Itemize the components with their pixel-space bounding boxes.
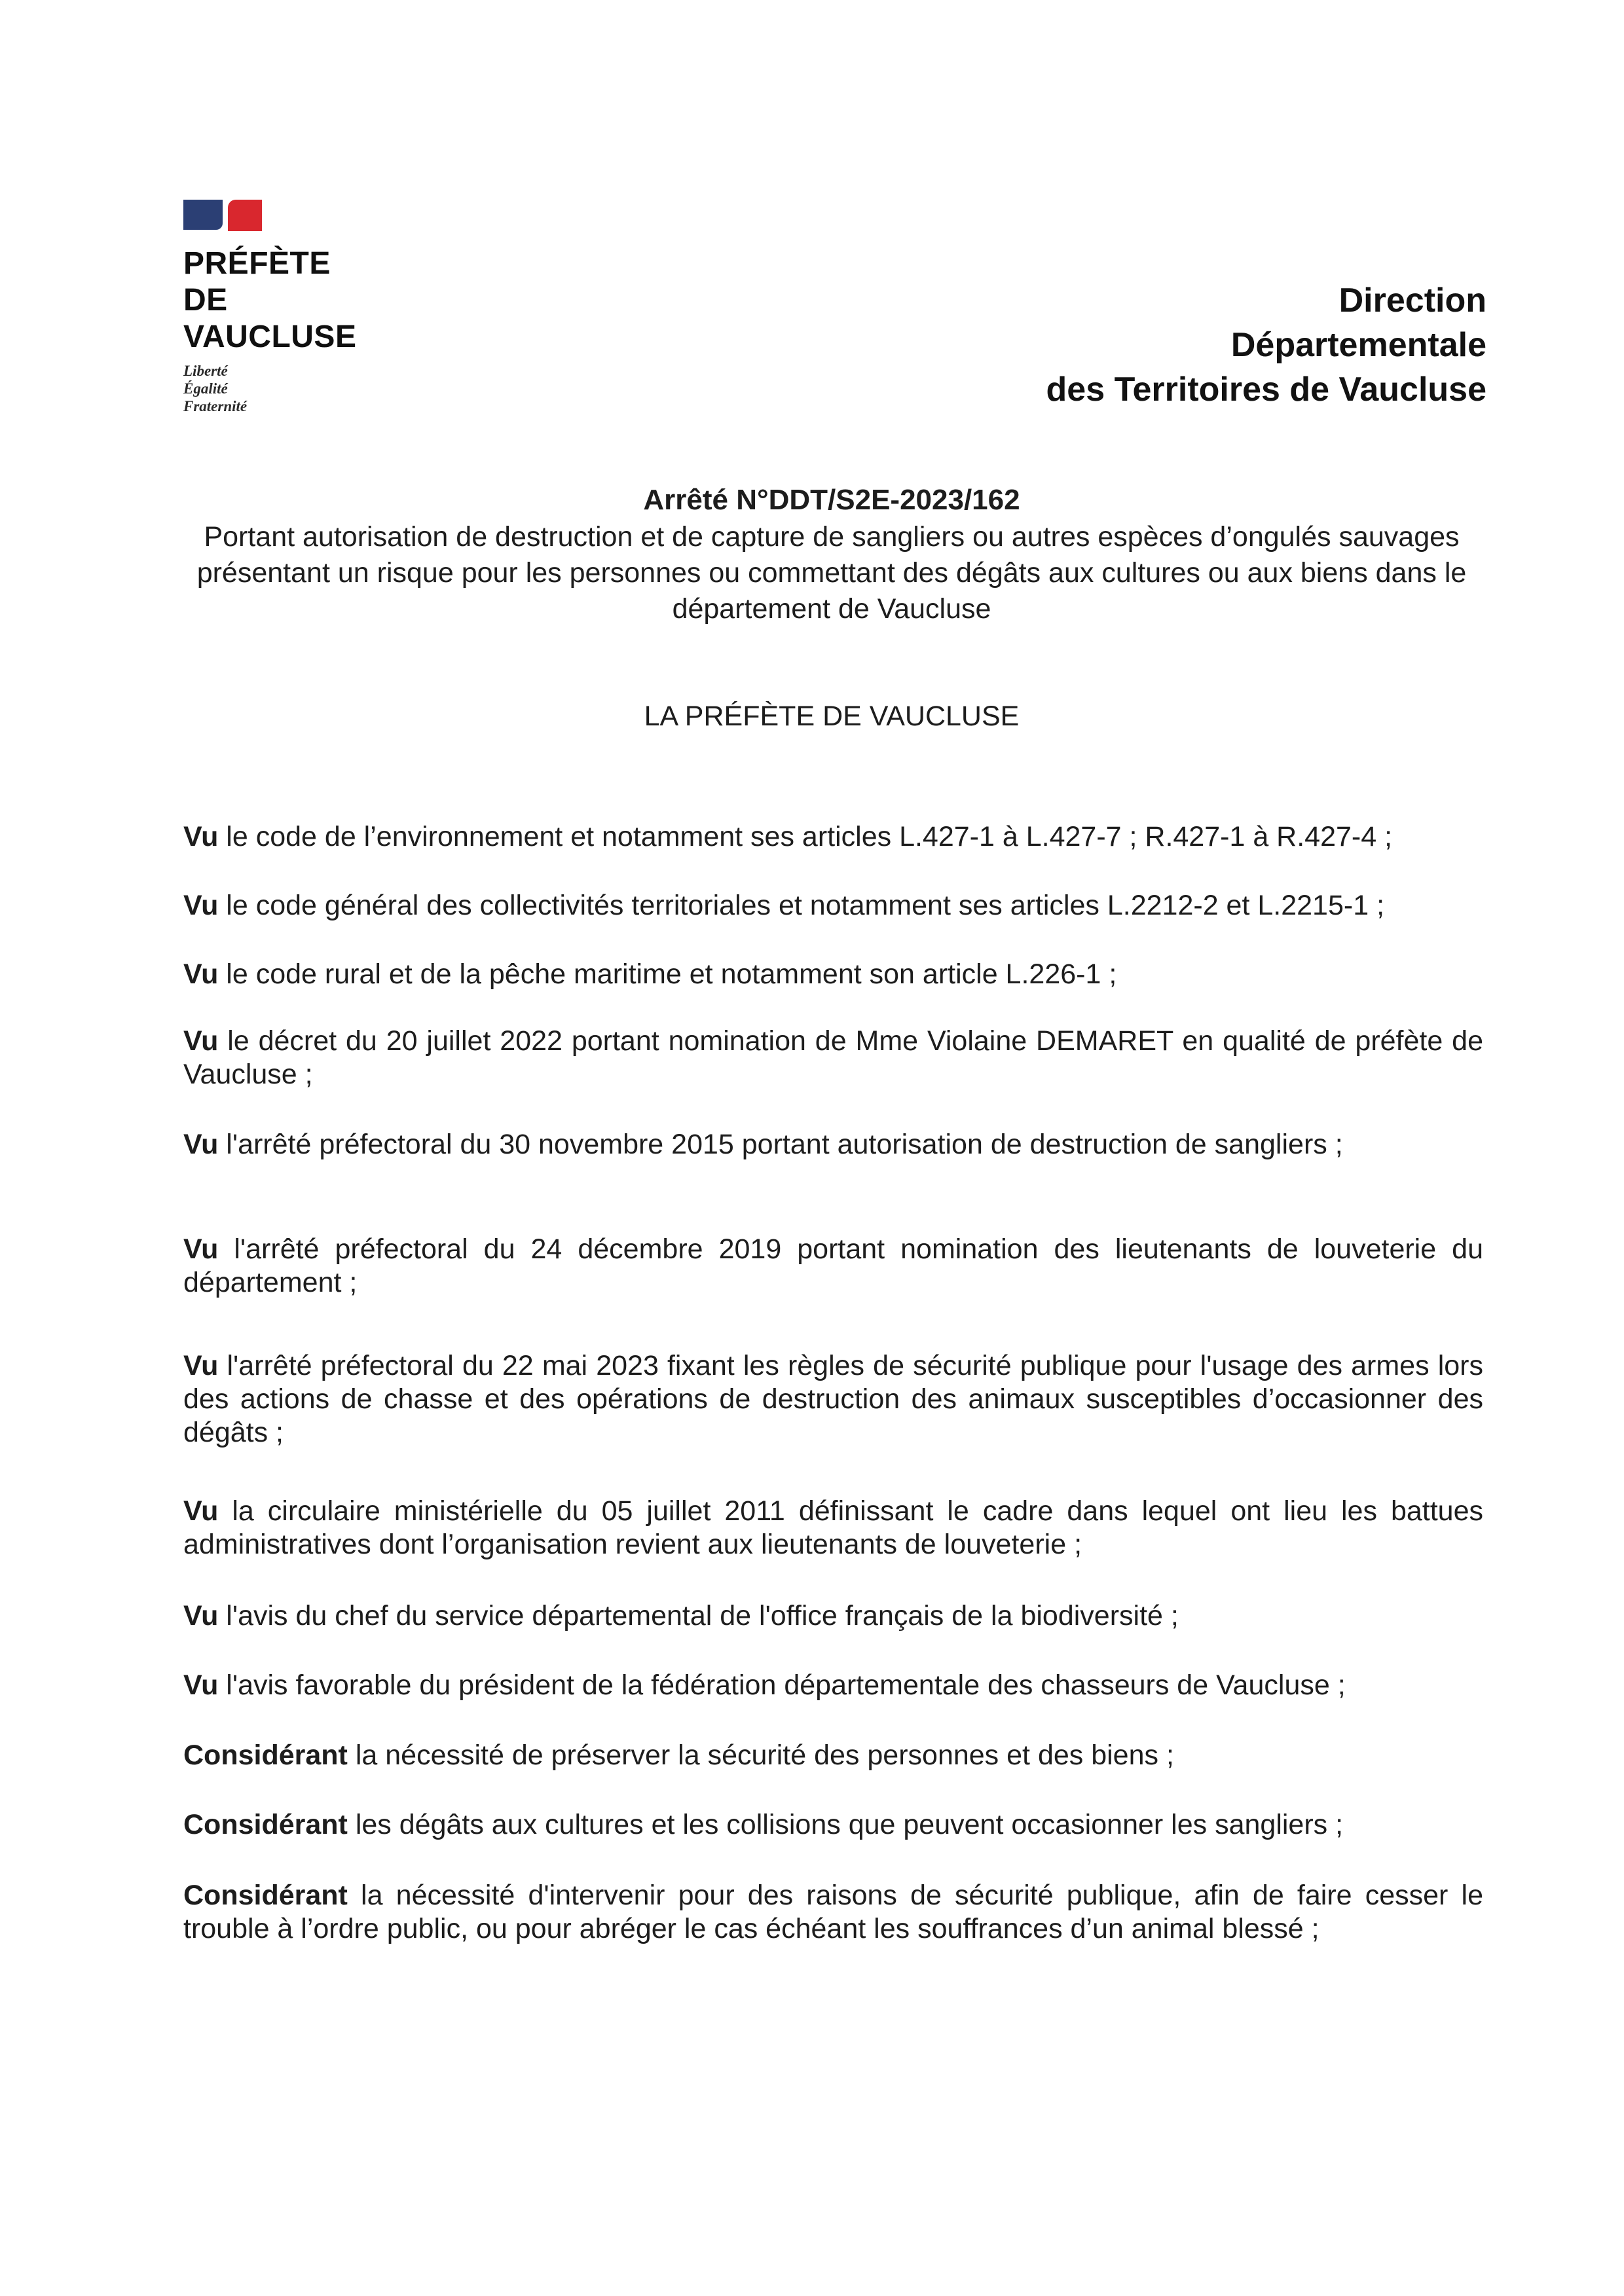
- logo-title-line2: DE VAUCLUSE: [183, 283, 357, 354]
- visa-keyword: Vu: [183, 1495, 219, 1527]
- arrete-number: Arrêté N°DDT/S2E-2023/162: [643, 484, 1020, 516]
- direction-line3: des Territoires de Vaucluse: [1046, 371, 1486, 409]
- considerant-text: la nécessité de préserver la sécurité des personnes et des biens ;: [347, 1740, 1174, 1771]
- visa-text: l'arrêté préfectoral du 24 décembre 2019 portant nomination des lieutenants de louveterie du département ;: [183, 1233, 1483, 1298]
- considerant-item: [183, 1879, 1483, 1946]
- considerant-keyword: Considérant: [183, 1740, 348, 1771]
- visa-text: l'avis favorable du président de la fédération départementale des chasseurs de Vaucluse ;: [218, 1669, 1346, 1701]
- visa-text: la circulaire ministérielle du 05 juillet 2011 définissant le cadre dans lequel ont lieu les battues administratives dont l’organisation revient aux lieutenants de louveterie ;: [183, 1495, 1483, 1560]
- considerant-text: les dégâts aux cultures et les collisions que peuvent occasionner les sangliers ;: [347, 1809, 1344, 1840]
- motto-egalite: Égalité: [183, 380, 228, 397]
- issuing-direction: [897, 278, 1486, 412]
- prefecture-logo: [183, 200, 393, 415]
- motto-liberte: Liberté: [183, 363, 228, 379]
- visa-keyword: Vu: [183, 1233, 219, 1265]
- visa-text: le décret du 20 juillet 2022 portant nomination de Mme Violaine DEMARET en qualité de préfète de Vaucluse ;: [183, 1025, 1483, 1090]
- visa-item: [183, 1233, 1483, 1300]
- republic-motto: [183, 362, 393, 415]
- visa-keyword: Vu: [183, 1669, 219, 1701]
- visa-keyword: Vu: [183, 1600, 219, 1631]
- logo-title-line1: PRÉFÈTE: [183, 246, 331, 281]
- direction-line1: Direction: [1338, 282, 1486, 319]
- considerant-keyword: Considérant: [183, 1880, 348, 1911]
- direction-line2: Départementale: [1230, 326, 1486, 364]
- visa-keyword: Vu: [183, 958, 219, 990]
- visa-keyword: Vu: [183, 890, 219, 921]
- visa-item: [183, 1025, 1483, 1091]
- visa-item: [183, 1599, 1483, 1633]
- visa-keyword: Vu: [183, 821, 219, 852]
- considerant-item: [183, 1739, 1483, 1772]
- visa-text: l'arrêté préfectoral du 30 novembre 2015 portant autorisation de destruction de sangliers ;: [218, 1129, 1343, 1160]
- visa-item: [183, 1669, 1483, 1702]
- visa-text: le code rural et de la pêche maritime et notamment son article L.226-1 ;: [218, 958, 1117, 990]
- considerant-text: la nécessité d'intervenir pour des raisons de sécurité publique, afin de faire cesser le trouble à l’ordre public, ou pour abréger le cas échéant les souffrances d’un animal blessé ;: [183, 1880, 1483, 1944]
- considerant-item: [183, 1808, 1483, 1842]
- visa-keyword: Vu: [183, 1129, 219, 1160]
- visa-item: [183, 1349, 1483, 1449]
- marianne-flag-icon: [183, 200, 393, 231]
- arrete-subject: Portant autorisation de destruction et de capture de sangliers ou autres espèces d’ongulés sauvages présentant un risque pour les personnes ou commettant des dégâts aux cultures ou aux biens dans le département de Vaucluse: [196, 521, 1467, 625]
- considerant-keyword: Considérant: [183, 1809, 348, 1840]
- visa-item: [183, 889, 1483, 922]
- visa-item: [183, 1495, 1483, 1561]
- arrete-title-block: [177, 481, 1486, 627]
- visa-item: [183, 1128, 1483, 1161]
- visa-text: l'arrêté préfectoral du 22 mai 2023 fixant les règles de sécurité publique pour l'usage des armes lors des actions de chasse et des opérations de destruction des animaux susceptibles d’occasionner des dégâts ;: [183, 1350, 1483, 1448]
- visa-text: le code de l’environnement et notamment ses articles L.427-1 à L.427-7 ; R.427-1 à R.427-4 ;: [218, 821, 1393, 852]
- visa-keyword: Vu: [183, 1350, 219, 1381]
- authority-heading: LA PRÉFÈTE DE VAUCLUSE: [644, 701, 1020, 732]
- visa-text: l'avis du chef du service départemental de l'office français de la biodiversité ;: [218, 1600, 1179, 1631]
- visa-item: [183, 820, 1483, 854]
- visa-item: [183, 958, 1483, 991]
- visa-text: le code général des collectivités territoriales et notamment ses articles L.2212-2 et L.2215-1 ;: [218, 890, 1385, 921]
- motto-fraternite: Fraternité: [183, 398, 248, 414]
- visa-keyword: Vu: [183, 1025, 219, 1057]
